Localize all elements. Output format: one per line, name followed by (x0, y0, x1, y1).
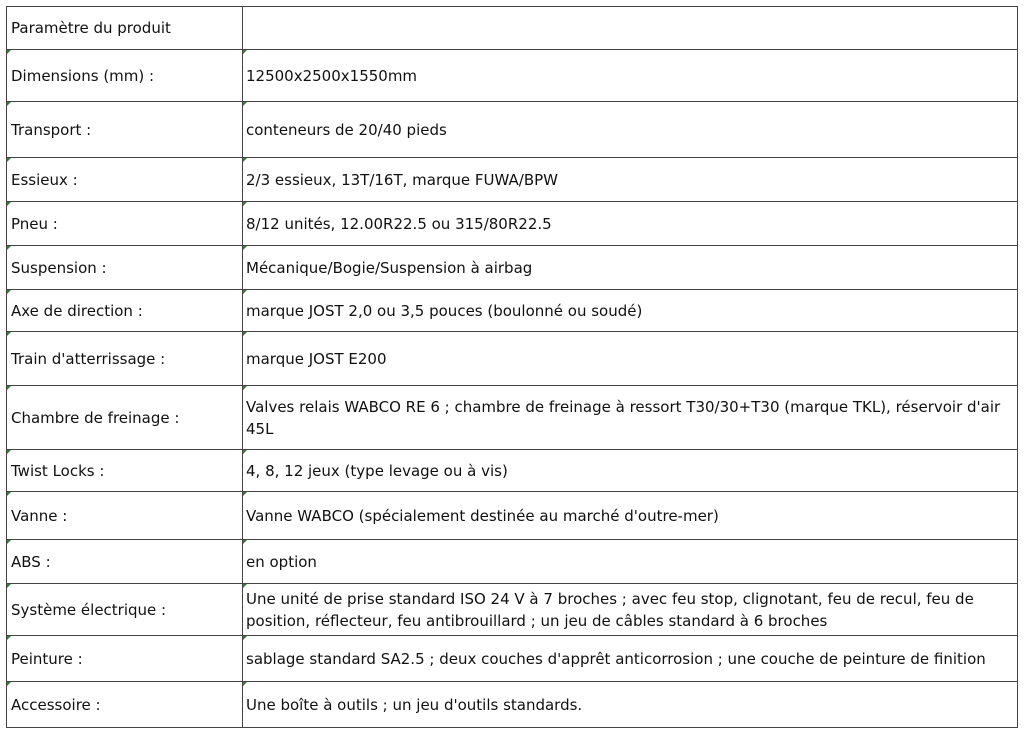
cell-corner-marker (7, 450, 11, 454)
spec-label: Axe de direction : (7, 290, 243, 332)
cell-corner-marker (7, 636, 11, 640)
spec-label: Chambre de freinage : (7, 386, 243, 450)
spec-label: Pneu : (7, 202, 243, 246)
cell-corner-marker (243, 50, 247, 54)
cell-corner-marker (243, 332, 247, 336)
cell-corner-marker (7, 50, 11, 54)
cell-corner-marker (7, 540, 11, 544)
spec-value: Valves relais WABCO RE 6 ; chambre de freinage à ressort T30/30+T30 (marque TKL), réservoir d'air 45L (243, 386, 1018, 450)
table-row (7, 492, 1018, 540)
spec-value: en option (243, 540, 1018, 584)
cell-corner-marker (7, 386, 11, 390)
cell-corner-marker (243, 450, 247, 454)
table-row (7, 682, 1018, 728)
spec-value: conteneurs de 20/40 pieds (243, 102, 1018, 158)
cell-corner-marker (243, 492, 247, 496)
table-row (7, 202, 1018, 246)
spec-value: Une boîte à outils ; un jeu d'outils standards. (243, 682, 1018, 728)
cell-corner-marker (7, 332, 11, 336)
product-spec-table (6, 6, 1018, 728)
table-row (7, 636, 1018, 682)
spec-label: Essieux : (7, 158, 243, 202)
spec-label: Twist Locks : (7, 450, 243, 492)
cell-corner-marker (243, 102, 247, 106)
cell-corner-marker (243, 246, 247, 250)
table-row (7, 332, 1018, 386)
spec-label: Suspension : (7, 246, 243, 290)
spec-label: Paramètre du produit (7, 7, 243, 50)
table-row (7, 102, 1018, 158)
cell-corner-marker (7, 584, 11, 588)
table-row (7, 540, 1018, 584)
spec-label: Train d'atterrissage : (7, 332, 243, 386)
cell-corner-marker (243, 540, 247, 544)
cell-corner-marker (243, 202, 247, 206)
cell-corner-marker (7, 246, 11, 250)
cell-corner-marker (7, 492, 11, 496)
spec-value: marque JOST 2,0 ou 3,5 pouces (boulonné ou soudé) (243, 290, 1018, 332)
table-row (7, 246, 1018, 290)
spec-label: Vanne : (7, 492, 243, 540)
spec-value: 12500x2500x1550mm (243, 50, 1018, 102)
cell-corner-marker (243, 584, 247, 588)
table-row (7, 158, 1018, 202)
table-row (7, 584, 1018, 636)
table-row (7, 290, 1018, 332)
cell-corner-marker (7, 202, 11, 206)
cell-corner-marker (243, 636, 247, 640)
spec-value: marque JOST E200 (243, 332, 1018, 386)
cell-corner-marker (243, 682, 247, 686)
spec-value: 2/3 essieux, 13T/16T, marque FUWA/BPW (243, 158, 1018, 202)
spec-label: Dimensions (mm) : (7, 50, 243, 102)
spec-value (243, 7, 1018, 50)
cell-corner-marker (7, 158, 11, 162)
spec-label: ABS : (7, 540, 243, 584)
table-row (7, 7, 1018, 50)
spec-label: Système électrique : (7, 584, 243, 636)
cell-corner-marker (243, 386, 247, 390)
spec-value: Vanne WABCO (spécialement destinée au marché d'outre-mer) (243, 492, 1018, 540)
spec-label: Peinture : (7, 636, 243, 682)
spec-value: sablage standard SA2.5 ; deux couches d'apprêt anticorrosion ; une couche de peinture de finition (243, 636, 1018, 682)
cell-corner-marker (243, 158, 247, 162)
cell-corner-marker (7, 102, 11, 106)
spec-label: Transport : (7, 102, 243, 158)
table-row (7, 450, 1018, 492)
cell-corner-marker (7, 682, 11, 686)
spec-value: Une unité de prise standard ISO 24 V à 7 broches ; avec feu stop, clignotant, feu de recul, feu de position, réflecteur, feu antibrouillard ; un jeu de câbles standard à 6 broches (243, 584, 1018, 636)
table-row (7, 386, 1018, 450)
spec-value: 8/12 unités, 12.00R22.5 ou 315/80R22.5 (243, 202, 1018, 246)
spec-value: 4, 8, 12 jeux (type levage ou à vis) (243, 450, 1018, 492)
spec-label: Accessoire : (7, 682, 243, 728)
table-row (7, 50, 1018, 102)
cell-corner-marker (7, 290, 11, 294)
cell-corner-marker (243, 290, 247, 294)
spec-value: Mécanique/Bogie/Suspension à airbag (243, 246, 1018, 290)
